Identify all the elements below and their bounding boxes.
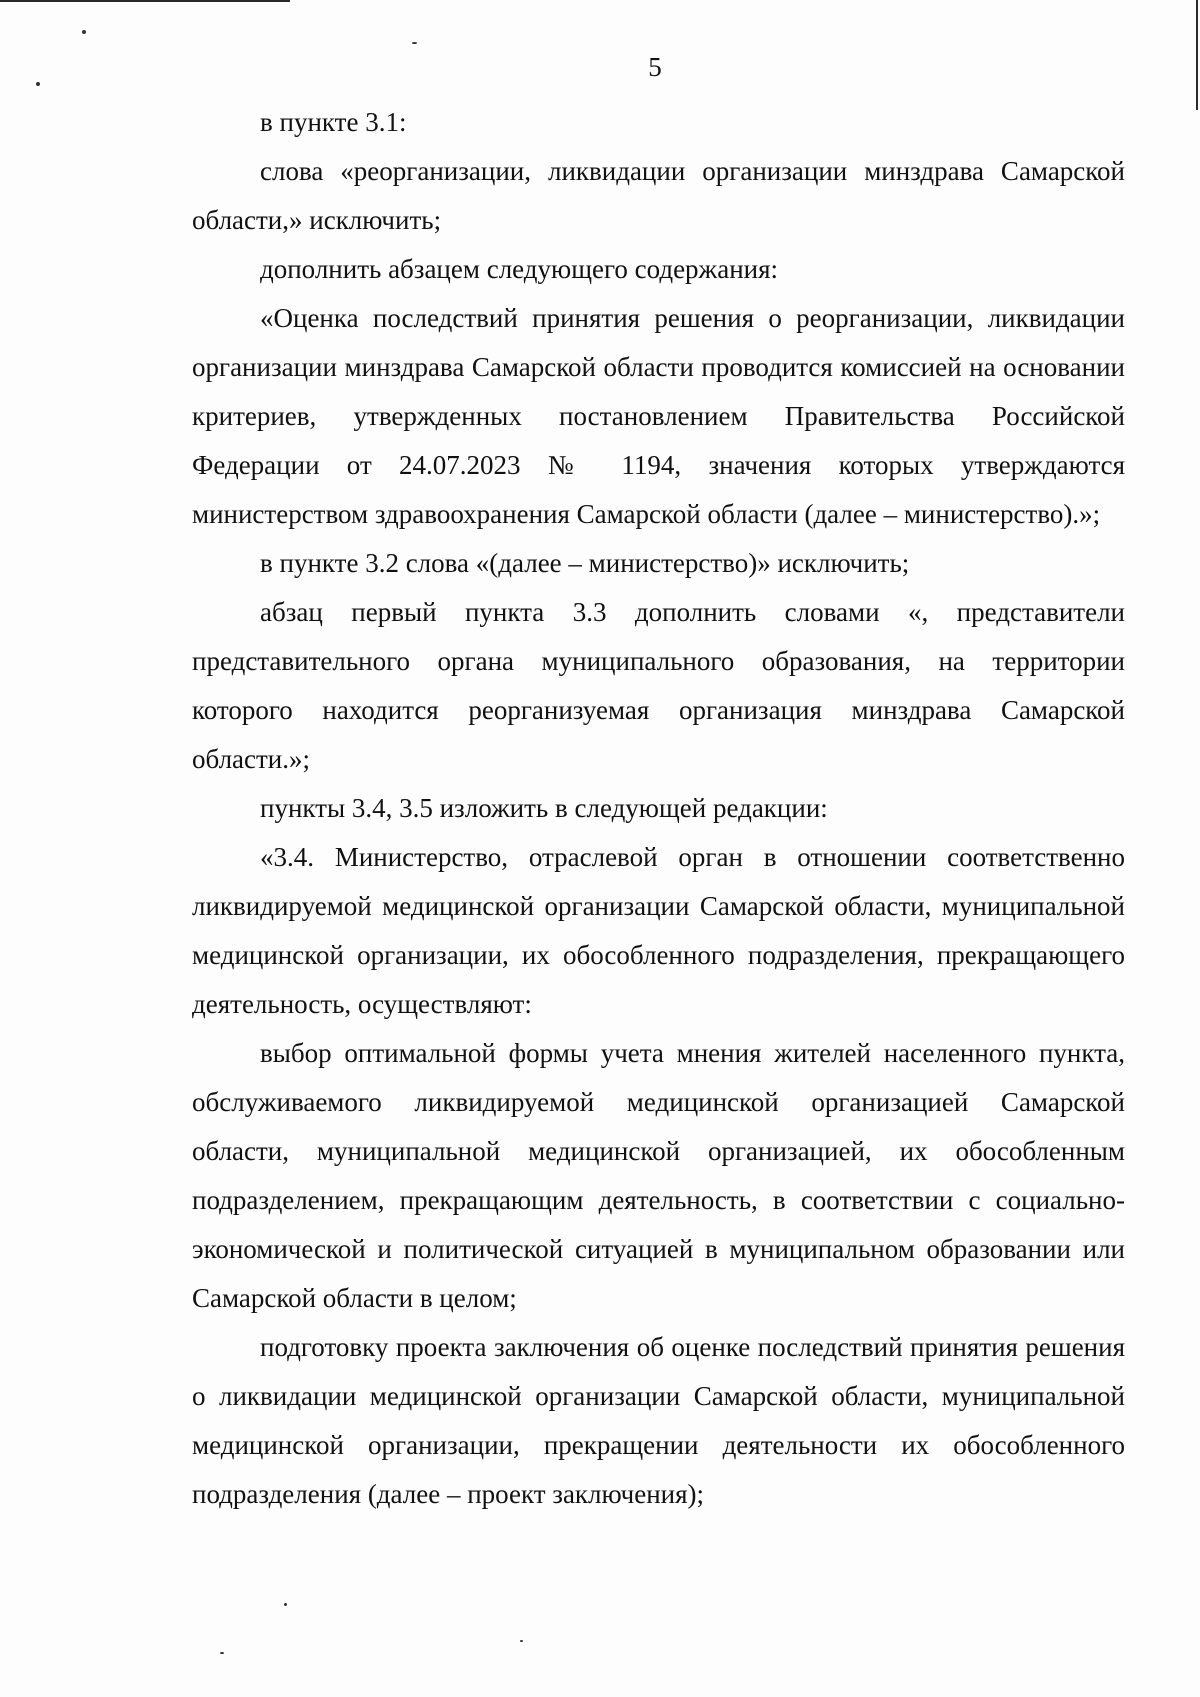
- paragraph: «Оценка последствий принятия решения о реорганизации, ликвидации организации минздрава Самарской области проводится комиссией на основании критериев, утвержденных постановлением Правительства Российской Федерации от 24.07.2023 № 1194, значения которых утверждаются министерством здравоохранения Самарской области (далее – министерство).»;: [192, 303, 1125, 529]
- scan-speck: [412, 42, 417, 44]
- scan-speck: [220, 1652, 224, 1654]
- paragraph: подготовку проекта заключения об оценке последствий принятия решения о ликвидации медицинской организации Самарской области, муниципальной медицинской организации, прекращении деятельности их обособленного подразделения (далее – проект заключения);: [192, 1332, 1125, 1509]
- paragraph: в пункте 3.1:: [260, 107, 407, 137]
- paragraph: «3.4. Министерство, отраслевой орган в отношении соответственно ликвидируемой медицинской организации Самарской области, муниципальной медицинской организации, их обособленного подразделения, прекращающего деятельность, осуществляют:: [192, 842, 1125, 1019]
- paragraph: пункты 3.4, 3.5 изложить в следующей редакции:: [260, 793, 828, 823]
- paragraph: выбор оптимальной формы учета мнения жителей населенного пункта, обслуживаемого ликвидируемой медицинской организацией Самарской области, муниципальной медицинской организацией, их обособленным подразделением, прекращающим деятельность, в соответствии с социально-экономической и политической ситуацией в муниципальном образовании или Самарской области в целом;: [192, 1038, 1125, 1313]
- scan-speck: [520, 1640, 523, 1642]
- page-number: 5: [648, 52, 662, 82]
- paragraph: дополнить абзацем следующего содержания:: [260, 254, 779, 284]
- document-body: [192, 98, 1125, 1519]
- scan-speck: [284, 1603, 287, 1606]
- paragraph: в пункте 3.2 слова «(далее – министерство)» исключить;: [260, 548, 910, 578]
- scan-speck: [82, 30, 86, 34]
- paragraph: слова «реорганизации, ликвидации организации минздрава Самарской области,» исключить;: [192, 156, 1125, 235]
- scan-edge-top: [0, 0, 290, 2]
- paragraph: абзац первый пункта 3.3 дополнить словами «, представители представительного органа муниципального образования, на территории которого находится реорганизуемая организация минздрава Самарской области.»;: [192, 597, 1125, 774]
